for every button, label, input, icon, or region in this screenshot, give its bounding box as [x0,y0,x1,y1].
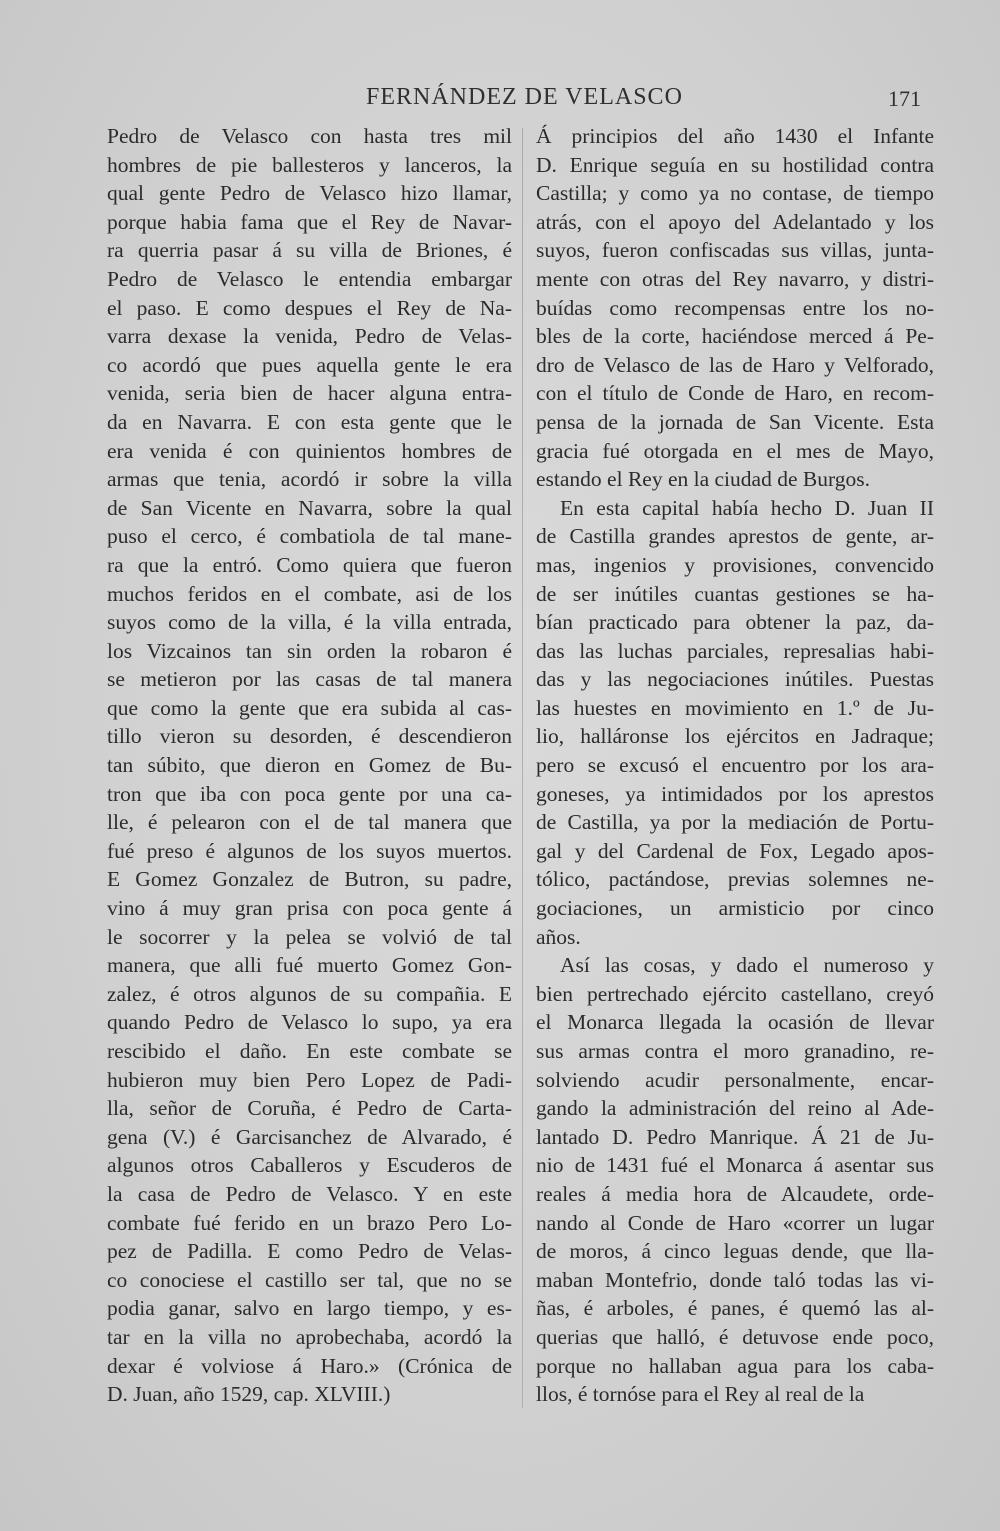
text-line: pero se excusó el encuentro por los ara- [536,753,934,778]
text-line: con el título de Conde de Haro, en recom- [536,381,934,406]
text-line: de Castilla grandes aprestos de gente, ar- [536,524,934,549]
text-line: era venida é con quinientos hombres de [107,438,512,463]
text-line: de San Vicente en Navarra, sobre la qual [107,495,512,520]
text-line: le socorrer y la pelea se volvió de tal [107,924,512,949]
text-line: los Vizcainos tan sin orden la robaron é [107,638,512,663]
text-line: gracia fué otorgada en el mes de Mayo, [536,438,934,463]
text-line: solviendo acudir personalmente, encar- [536,1067,934,1092]
text-line: quando Pedro de Velasco lo supo, ya era [107,1010,512,1035]
text-line: En esta capital había hecho D. Juan II [560,495,934,520]
text-line: lla, señor de Coruña, é Pedro de Carta- [107,1096,512,1121]
text-line: vino á muy gran prisa con poca gente á [107,896,512,921]
text-line: que como la gente que era subida al cas- [107,695,512,720]
text-line: da en Navarra. E con esta gente que le [107,409,512,434]
text-line: querias que halló, é detuvose ende poco, [536,1324,934,1349]
text-line: Á principios del año 1430 el Infante [536,124,934,148]
text-line: las huestes en movimiento en 1.º de Ju- [536,695,934,720]
text-line: D. Enrique seguía en su hostilidad contra [536,152,934,177]
right-column [536,122,934,1409]
text-line: Pedro de Velasco le entendia embargar [107,266,512,291]
text-line: combate fué ferido en un brazo Pero Lo- [107,1210,512,1235]
text-line: bían practicado para obtener la paz, da- [536,610,934,635]
text-line: gando la administración del reino al Ade- [536,1096,934,1121]
text-line: ñas, é arboles, é panes, é quemó las al- [536,1296,934,1321]
left-column [107,122,512,1409]
text-line: das y las negociaciones inútiles. Puestas [536,667,934,692]
text-line: llos, é tornóse para el Rey al real de la [536,1382,865,1407]
text-line: tar en la villa no aprobechaba, acordó la [107,1324,512,1349]
text-line: de ser inútiles cuantas gestiones se ha- [536,581,934,606]
text-line: nando al Conde de Haro «correr un lugar [536,1210,934,1235]
text-line: nio de 1431 fué el Monarca á asentar sus [536,1153,934,1178]
text-line: goneses, ya intimidados por los aprestos [536,781,934,806]
text-line: mas, ingenios y provisiones, convencido [536,552,934,577]
text-line: armas que tenia, acordó ir sobre la villa [107,467,512,492]
text-line: se metieron por las casas de tal manera [107,667,512,692]
text-line: Castilla; y como ya no contase, de tiempo [536,181,934,206]
running-head: FERNÁNDEZ DE VELASCO [366,84,683,110]
text-line: dro de Velasco de las de Haro y Velforado, [536,352,934,377]
column-divider [522,128,523,1408]
text-line: lle, é pelearon con el de tal manera que [107,810,512,835]
text-line: buídas como recompensas entre los no- [536,295,934,320]
text-line: pensa de la jornada de San Vicente. Esta [536,409,934,434]
text-line: atrás, con el apoyo del Adelantado y los [536,209,934,234]
text-line: suyos como de la villa, é la villa entrada, [107,610,512,635]
text-line: puso el cerco, é combatiola de tal mane- [107,524,512,549]
text-line: E Gomez Gonzalez de Butron, su padre, [107,867,512,892]
text-line: tólico, pactándose, previas solemnes ne- [536,867,934,892]
text-line: manera, que alli fué muerto Gomez Gon- [107,953,512,978]
text-line: el paso. E como despues el Rey de Na- [107,295,512,320]
text-line: muchos feridos en el combate, asi de los [107,581,512,606]
text-line: qual gente Pedro de Velasco hizo llamar, [107,181,512,206]
text-line: tillo vieron su desorden, é descendieron [107,724,512,749]
text-line: gena (V.) é Garcisanchez de Alvarado, é [107,1124,512,1149]
text-line: de moros, á cinco leguas dende, que lla- [536,1239,934,1264]
text-line: podia ganar, salvo en largo tiempo, y es- [107,1296,512,1321]
text-line: sus armas contra el moro granadino, re- [536,1039,934,1063]
text-line: rescibido el daño. En este combate se [107,1039,512,1063]
text-line: gal y del Cardenal de Fox, Legado apos- [536,838,934,863]
text-line: co acordó que pues aquella gente le era [107,352,512,377]
text-line: reales á media hora de Alcaudete, orde- [536,1181,934,1206]
text-line: bien pertrechado ejército castellano, creyó [536,981,934,1006]
text-line: tan súbito, que dieron en Gomez de Bu- [107,753,512,778]
text-line: el Monarca llegada la ocasión de llevar [536,1010,934,1035]
text-line: pez de Padilla. E como Pedro de Velas- [107,1239,512,1264]
text-line: algunos otros Caballeros y Escuderos de [107,1153,512,1178]
text-line: varra dexase la venida, Pedro de Velas- [107,324,512,349]
text-line: zalez, é otros algunos de su compañia. E [107,981,512,1006]
text-line: venida, seria bien de hacer alguna entra- [107,381,512,406]
text-line: bles de la corte, haciéndose merced á Pe- [536,324,934,349]
text-line: Pedro de Velasco con hasta tres mil [107,124,512,148]
text-line: maban Montefrio, donde taló todas las vi- [536,1267,934,1292]
text-line: hombres de pie ballesteros y lanceros, la [107,152,512,177]
text-line: porque habia fama que el Rey de Navar- [107,209,512,234]
text-line: Así las cosas, y dado el numeroso y [560,953,934,978]
page-number: 171 [888,86,921,111]
text-line: D. Juan, año 1529, cap. XLVIII.) [107,1382,391,1407]
text-line: años. [536,924,581,949]
text-line: co conociese el castillo ser tal, que no se [107,1267,512,1292]
text-line: porque no hallaban agua para los caba- [536,1353,934,1378]
text-line: gociaciones, un armisticio por cinco [536,896,934,921]
text-line: mente con otras del Rey navarro, y distri- [536,266,934,291]
text-line: das las luchas parciales, represalias habi- [536,638,934,663]
text-line: ra que la entró. Como quiera que fueron [107,552,512,577]
text-line: la casa de Pedro de Velasco. Y en este [107,1181,512,1206]
text-line: hubieron muy bien Pero Lopez de Padi- [107,1067,512,1092]
text-line: ra querria pasar á su villa de Briones, é [107,238,512,263]
page-header [0,84,1000,114]
text-line: de Castilla, ya por la mediación de Portu- [536,810,934,835]
text-line: lantado D. Pedro Manrique. Á 21 de Ju- [536,1124,934,1149]
text-line: tron que iba con poca gente por una ca- [107,781,512,806]
text-line: lio, halláronse los ejércitos en Jadraque; [536,724,934,749]
text-line: fué preso é algunos de los suyos muertos. [107,838,512,863]
text-line: suyos, fueron confiscadas sus villas, junta- [536,238,934,263]
text-line: estando el Rey en la ciudad de Burgos. [536,467,870,492]
text-line: dexar é volviose á Haro.» (Crónica de [107,1353,512,1378]
